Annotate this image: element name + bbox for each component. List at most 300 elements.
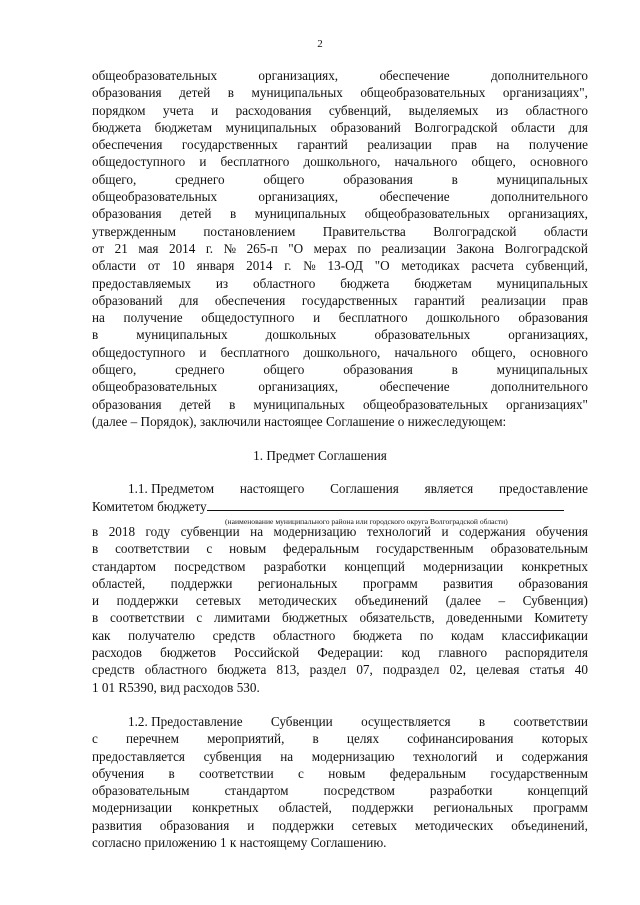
word: региональных [257, 575, 338, 591]
word: и [247, 817, 255, 833]
word: Субвенции [270, 714, 333, 729]
word: в [451, 171, 458, 187]
word: целях [346, 731, 380, 747]
word: № [223, 240, 237, 256]
word: общего, [471, 344, 516, 360]
word: код [401, 645, 421, 661]
word: федеральным [283, 541, 360, 557]
word: подраздел [382, 662, 440, 678]
word: реализации [381, 240, 446, 256]
word: классификации [501, 627, 588, 643]
word: для [568, 119, 588, 135]
word: концепций [344, 558, 405, 574]
word: субвенция [203, 748, 262, 764]
word: организациях, [508, 206, 588, 222]
word: 2018 [108, 524, 136, 539]
word: 2014 [246, 258, 273, 274]
word: организациях, [258, 68, 339, 83]
word: по [357, 240, 372, 256]
intro-line [92, 205, 588, 222]
word: организациях, [258, 189, 339, 205]
word: в [451, 362, 458, 378]
intro-line [92, 378, 588, 395]
word: перечнем [126, 731, 179, 747]
word: от [147, 258, 161, 274]
paragraph-1-1-line [92, 609, 588, 626]
word: реализации [481, 292, 546, 308]
word: Волгоградской [433, 223, 517, 239]
word: обеспечение [379, 189, 450, 205]
word: обеспечения [92, 137, 163, 153]
intro-line [92, 240, 588, 257]
word: технологий [413, 748, 478, 764]
intro-line [92, 361, 588, 378]
word: организациях", [502, 85, 588, 101]
word: обеспечение [379, 68, 450, 83]
word: образования [518, 575, 588, 591]
word: детей [179, 85, 211, 101]
word: субвенции [180, 524, 240, 539]
word: объединений [354, 593, 429, 609]
paragraph-1-1-second-line [92, 497, 588, 514]
word: и [211, 102, 219, 118]
word: как [92, 627, 111, 643]
word: программ [533, 800, 588, 816]
word: содержания [459, 524, 526, 539]
word: обеспечение [379, 379, 450, 395]
word: содержания [521, 748, 588, 764]
word: кодам [451, 627, 484, 643]
word: области [92, 258, 137, 274]
word: с [196, 610, 203, 626]
word: начального [394, 154, 458, 170]
word: областного [144, 662, 208, 678]
word: 265-п [246, 240, 278, 256]
word: средств [212, 627, 256, 643]
word: Российской [234, 645, 300, 661]
word: муниципальных [496, 171, 588, 187]
word: в [478, 714, 486, 729]
word: новым [328, 765, 366, 781]
paragraph-1-1 [92, 480, 588, 515]
word: Правительства [322, 223, 406, 239]
intro-line [92, 326, 588, 343]
word: муниципальных [225, 119, 317, 135]
intro-line [92, 344, 588, 361]
word: поддержки [351, 800, 414, 816]
word: и [199, 154, 207, 170]
word: мероприятий, [207, 731, 285, 747]
word: образования [343, 171, 413, 187]
word: детей [179, 396, 211, 412]
word: стандартом [92, 558, 156, 574]
word: 2014 [168, 240, 196, 256]
word: образования [92, 85, 162, 101]
word: государственным [490, 765, 588, 781]
intro-line [92, 102, 588, 119]
intro-line [92, 292, 588, 309]
paragraph-1-2-line [92, 799, 588, 816]
word: поддержки [116, 593, 179, 609]
paragraph-1-1-line [92, 575, 588, 592]
word: Волгоградской [504, 240, 588, 256]
paragraph-1-1-line [92, 592, 588, 609]
word: федеральным [389, 765, 467, 781]
word: раздел [309, 662, 347, 678]
word: 13-ОД [327, 258, 363, 274]
word: расчета [471, 258, 514, 274]
paragraph-1-2-line [92, 765, 588, 782]
intro-line [92, 67, 588, 84]
word: программ [362, 575, 418, 591]
word: мая [138, 240, 159, 256]
word: 10 [171, 258, 185, 274]
word: – [498, 593, 506, 609]
word: бюджета [92, 119, 142, 135]
word: 21 [114, 240, 128, 256]
paragraph-1-1-line [92, 644, 588, 661]
word: общего [263, 362, 305, 378]
word: конкретных [192, 800, 259, 816]
word: порядком [92, 102, 146, 118]
word: и [495, 748, 504, 764]
word: посредством [174, 558, 246, 574]
word: 1.2. Предоставление [128, 714, 243, 729]
intro-line [92, 188, 588, 205]
word: в [92, 524, 99, 539]
word: расходования [235, 102, 312, 118]
word: бюджетных [282, 610, 348, 626]
word: областного [272, 627, 336, 643]
word: дополнительного [490, 68, 588, 83]
word: муниципальных [253, 396, 345, 412]
intro-line [92, 223, 588, 240]
word: соответствии [115, 541, 190, 557]
word: "О [374, 258, 390, 274]
paragraph-1-1-prefix: Комитетом бюджету [92, 499, 207, 515]
word: на [496, 137, 510, 153]
word: обеспечения [214, 292, 286, 308]
word: государственным [376, 541, 474, 557]
word: областного [252, 275, 316, 291]
word: настоящего [239, 481, 305, 496]
paragraph-1-2-first-line [92, 713, 588, 730]
word: которых [541, 731, 588, 747]
word: сетевых [195, 593, 242, 609]
word: № [303, 258, 316, 274]
word: общеобразовательных [360, 85, 486, 101]
word: году [145, 524, 171, 539]
word: области [511, 119, 556, 135]
word: постановлением [203, 223, 296, 239]
word: объединений, [511, 817, 588, 833]
word: получение [123, 310, 183, 326]
word: получателю [128, 627, 195, 643]
word: доведенными [446, 610, 523, 626]
word: с [92, 731, 98, 747]
word: бюджетам [154, 119, 213, 135]
word: в [227, 85, 235, 101]
word: гарантий [297, 137, 348, 153]
word: реализации [367, 137, 432, 153]
intro-line [92, 275, 588, 292]
word: января [196, 258, 235, 274]
paragraph-1-1-line [92, 661, 588, 678]
paragraph-1-1-first-line [92, 480, 588, 497]
intro-last-line: (далее – Порядок), заключили настоящее Соглашение о нижеследующем: [92, 413, 507, 429]
word: Комитету [534, 610, 588, 626]
word: муниципальных [136, 327, 228, 343]
word: обязательств, [359, 610, 435, 626]
word: модернизацию [273, 524, 357, 539]
word: на [250, 524, 264, 539]
paragraph-1-2 [92, 713, 588, 851]
word: общего, [92, 362, 137, 378]
word: Соглашения [330, 481, 399, 496]
word: соответствии [199, 765, 274, 781]
word: развития [443, 575, 493, 591]
word: начального [394, 344, 458, 360]
word: выделяемых [408, 102, 479, 118]
word: прав [562, 292, 588, 308]
municipality-caption: (наименование муниципального района или городского округа Волгоградской области) [225, 517, 508, 526]
paragraph-1-2-line [92, 730, 588, 747]
word: разработки [429, 783, 493, 799]
paragraph-1-1-line [92, 558, 588, 575]
word: разработки [263, 558, 327, 574]
word: методических [258, 593, 338, 609]
word: новым [229, 541, 267, 557]
word: бюджета [352, 627, 403, 643]
word: общего [263, 171, 305, 187]
word: государственных [301, 292, 398, 308]
word: для [179, 292, 199, 308]
word: субвенций, [525, 258, 588, 274]
intro-line [92, 136, 588, 153]
paragraph-1-1-body [92, 523, 588, 696]
word: в [229, 206, 237, 222]
word: образований [330, 119, 401, 135]
word: образования [518, 310, 588, 326]
word: детей [180, 206, 212, 222]
word: получение [528, 137, 588, 153]
word: в [168, 765, 175, 781]
word: дошкольных [265, 327, 337, 343]
intro-line [92, 257, 588, 274]
word: региональных [433, 800, 514, 816]
word: дополнительного [490, 189, 588, 205]
word: софинансирования [407, 731, 514, 747]
word: концепций [527, 783, 588, 799]
word: осуществляется [361, 714, 451, 729]
paragraph-1-2-line [92, 817, 588, 834]
word: бюджета [217, 662, 267, 678]
word: учета [162, 102, 194, 118]
word: дошкольного, [303, 154, 381, 170]
word: по [419, 627, 434, 643]
word: расходов [92, 645, 142, 661]
word: предоставляется [92, 748, 185, 764]
word: общего, [92, 171, 137, 187]
word: муниципальных [254, 206, 347, 222]
word: образования [92, 396, 162, 412]
word: в [312, 731, 319, 747]
paragraph-1-1-line [92, 627, 588, 644]
word: мерах [313, 240, 347, 256]
word: из [495, 102, 509, 118]
paragraph-1-1-line [92, 540, 588, 557]
word: и [441, 524, 449, 539]
word: основного [529, 344, 588, 360]
word: модернизации [92, 800, 173, 816]
word: областного [525, 102, 588, 118]
paragraph-1-2-line [92, 748, 588, 765]
word: посредством [323, 783, 395, 799]
word: субвенций, [328, 102, 392, 118]
intro-line [92, 84, 588, 101]
word: г. [205, 240, 214, 256]
word: статья [529, 662, 565, 678]
word: бесплатного [220, 154, 290, 170]
word: г. [284, 258, 292, 274]
word: организациях, [508, 327, 588, 343]
municipality-blank-field [207, 497, 564, 511]
word: (далее [445, 593, 481, 609]
word: соответствии [110, 610, 185, 626]
word: главного [438, 645, 488, 661]
word: сетевых [351, 817, 397, 833]
word: от [92, 240, 105, 256]
word: поддержки [170, 575, 233, 591]
word: на [92, 310, 105, 326]
intro-line [92, 119, 588, 136]
word: среднего [175, 362, 225, 378]
word: с [298, 765, 304, 781]
word: муниципальных [496, 362, 588, 378]
word: общеобразовательных [362, 396, 489, 412]
word: обучения [535, 524, 588, 539]
word: в [92, 541, 99, 557]
word: государственных [181, 137, 278, 153]
word: среднего [175, 171, 225, 187]
word: общедоступного [92, 154, 186, 170]
word: бюджетам [414, 275, 472, 291]
word: и [92, 593, 100, 609]
word: общеобразовательных [364, 206, 490, 222]
word: утвержденным [92, 223, 176, 239]
word: основного [529, 154, 588, 170]
word: 813, [276, 662, 300, 678]
word: лимитами [214, 610, 271, 626]
word: бюджета [340, 275, 390, 291]
word: развития [92, 817, 142, 833]
word: 02, [449, 662, 467, 678]
word: в [92, 610, 99, 626]
intro-line [92, 396, 588, 413]
paragraph-1-1-last-line: 1 01 R5390, вид расходов 530. [92, 679, 260, 695]
word: соответствии [513, 714, 588, 729]
word: в [92, 327, 99, 343]
intro-line [92, 153, 588, 170]
intro-line [92, 309, 588, 326]
word: обучения [92, 765, 145, 781]
word: дошкольного, [303, 344, 381, 360]
word: общеобразовательных [92, 68, 218, 83]
word: муниципальных [251, 85, 343, 101]
word: конкретных [521, 558, 588, 574]
word: в [229, 396, 236, 412]
word: и [313, 310, 321, 326]
word: общедоступного [201, 310, 295, 326]
word: общеобразовательных [92, 379, 218, 395]
word: является [424, 481, 474, 496]
paragraph-1-2-line [92, 782, 588, 799]
section-title: 1. Предмет Соглашения [253, 448, 387, 463]
word: 1.1. Предметом [128, 481, 215, 496]
word: средств [92, 662, 135, 678]
word: общего, [471, 154, 516, 170]
word: образовательным [490, 541, 588, 557]
word: области [543, 223, 588, 239]
word: 40 [574, 662, 588, 678]
word: "О [288, 240, 304, 256]
word: Федерации: [317, 645, 384, 661]
word: бюджетов [160, 645, 216, 661]
word: 07, [356, 662, 373, 678]
paragraph-1-2-last-line: согласно приложению 1 к настоящему Соглашению. [92, 835, 387, 851]
word: Субвенция) [522, 593, 588, 609]
word: образования [343, 362, 413, 378]
word: муниципальных [496, 275, 588, 291]
word: гарантий [414, 292, 465, 308]
intro-paragraph [92, 67, 588, 430]
word: целевая [476, 662, 520, 678]
word: общедоступного [92, 344, 186, 360]
word: образования [92, 206, 162, 222]
intro-line [92, 171, 588, 188]
word: прав [451, 137, 477, 153]
word: дополнительного [490, 379, 588, 395]
word: модернизации [423, 558, 504, 574]
page-number: 2 [317, 38, 323, 50]
word: образования [159, 817, 230, 833]
word: бесплатного [338, 310, 408, 326]
word: предоставление [498, 481, 588, 496]
word: поддержки [272, 817, 334, 833]
word: и [199, 344, 207, 360]
word: дошкольного [426, 310, 500, 326]
word: распорядителя [505, 645, 588, 661]
word: стандартом [224, 783, 289, 799]
word: организациях" [506, 396, 588, 412]
word: предоставляемых [92, 275, 191, 291]
word: на [280, 748, 294, 764]
word: бесплатного [220, 344, 290, 360]
word: методических [414, 817, 494, 833]
word: Волгоградской [414, 119, 498, 135]
word: образований [92, 292, 163, 308]
word: образовательных [374, 327, 471, 343]
word: с [206, 541, 213, 557]
word: образовательным [92, 783, 190, 799]
word: организациях, [258, 379, 339, 395]
word: модернизацию [311, 748, 395, 764]
word: из [215, 275, 229, 291]
word: областей, [278, 800, 332, 816]
word: Закона [456, 240, 495, 256]
word: технологий [366, 524, 432, 539]
paragraph-1-1-line [92, 523, 588, 540]
